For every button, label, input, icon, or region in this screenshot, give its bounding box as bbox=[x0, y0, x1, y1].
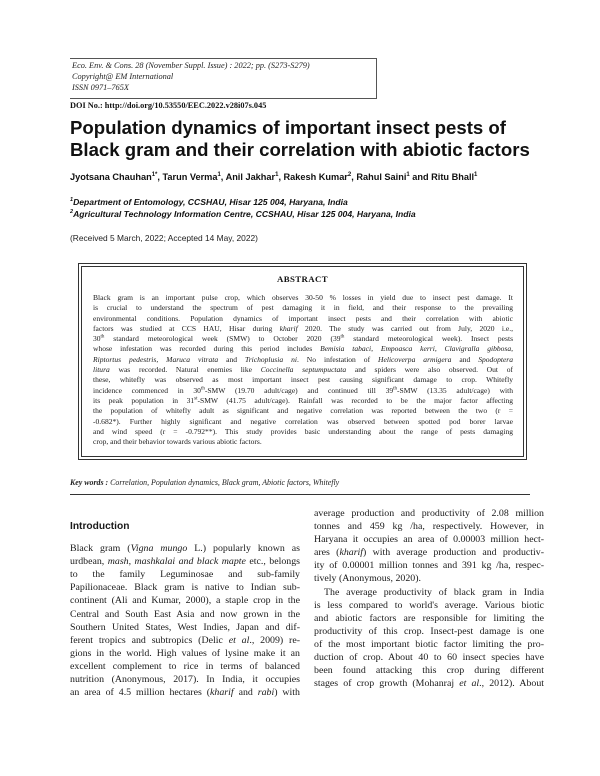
author: Jyotsana Chauhan bbox=[70, 172, 152, 183]
author: Rahul Saini bbox=[356, 172, 407, 183]
author: Tarun Verma bbox=[162, 172, 218, 183]
abstract-text: Black gram is an important pulse crop, which observes 30-50 % losses in yield due to insect pest damage. It is crucial to understand the spectrum of pest damaging it in field, and their response to the prevailing environmental conditions. Population dynamics of important insect pests and their correlation with abiotic factors was studied at CCS HAU, Hisar during kharif 2020. The study was carried out from July, 2020 i.e., 30th standard meteorological week (SMW) to October 2020 (39th standard meteorological week). Insect pests whose infestation was recorded during this period includes Bemisia tabaci, Empoasca kerri, Clavigralla gibbosa, Riptortus pedestris, Maruca vitrata and Trichoplusia ni. No infestation of Helicoverpa armigera and Spodoptera litura was recorded. Natural enemies like Coccinella septumpuctata and spiders were also observed. Out of these, whitefly was observed as most important insect pest causing significant damage to crop. Whitefly incidence commenced in 30th-SMW (19.70 adult/cage) and continued till 39th-SMW (13.35 adult/cage) with its peak population in 31st-SMW (41.75 adult/cage). Rainfall was recorded to be the major factor affecting the population of whitefly adult as significant and negative correlation was reported between the two (r = -0.682*). Further highly significant and negative correlation was observed between spotted pod borer larvae and wind speed (r = -0.792**). This study provides basic understanding about the range of pests damaging crop, and their behavior towards various abiotic factors. bbox=[93, 293, 514, 447]
body-column-left bbox=[70, 520, 300, 699]
body-column-right bbox=[314, 507, 544, 690]
abstract-box bbox=[78, 263, 527, 460]
doi-link[interactable]: DOI No.: http://doi.org/10.53550/EEC.2022.v28i07s.045 bbox=[70, 101, 267, 110]
keywords bbox=[70, 478, 339, 487]
author-sup: 1 bbox=[217, 172, 221, 178]
title-line-2: Black gram and their correlation with abiotic factors bbox=[70, 139, 530, 160]
received-dates: (Received 5 March, 2022; Accepted 14 May, 2022) bbox=[70, 233, 258, 243]
affiliation-2: $^2$Agricultural Technology Information Centre, CCSHAU, Hisar 125 004, Haryana, India bbox=[70, 209, 416, 219]
author-sep: , bbox=[220, 172, 226, 183]
author-sup: 1* bbox=[151, 172, 158, 178]
journal-citation-box bbox=[70, 58, 377, 99]
divider-rule bbox=[70, 494, 530, 495]
body-paragraph: Black gram (Vigna mungo L.) popularly known as urdbean, mash, mashkalai and black mapte etc., belongs to the family Leguminosae and sub-family Papilionaceae. Black gram is native to Indian sub- continent (Ali and Kumar, 2000), a staple crop in the Central and South East Asia and now grown in the Southern United States, West Indies, Japan and dif- ferent tropics and subtropics (Delic et al., 2009) re- gions in the world. High values of lysine make it an excellent complement to rice in terms of balanced nutrition (Anonymous, 2017). In India, it occupies an area of 4.5 million hectares (kharif and rabi) with bbox=[70, 543, 300, 699]
affiliation-1: $^1$Department of Entomology, CCSHAU, Hisar 125 004, Haryana, India bbox=[70, 197, 348, 207]
author-sup: 2 bbox=[347, 172, 352, 178]
title-line-1: Population dynamics of important insect pests of bbox=[70, 117, 506, 138]
author: Anil Jakhar bbox=[225, 172, 276, 183]
author: Ritu Bhall bbox=[431, 172, 475, 183]
body-paragraph: average production and productivity of 2.08 million tonnes and 459 kg /ha, respectively. However, in Haryana it occupies an area of 0.00003 million hect- ares (kharif) with average production and productiv- ity of 0.00001 million tonnes and 391 kg /ha, respec- tively (Anonymous, 2020). bbox=[314, 508, 544, 585]
author-sep: , bbox=[278, 172, 284, 183]
section-heading-introduction: Introduction bbox=[70, 521, 130, 532]
journal-line-1: Eco. Env. & Cons. 28 (November Suppl. Issue) : 2022; pp. (S273-S279) bbox=[72, 61, 310, 70]
abstract-heading: ABSTRACT bbox=[276, 274, 329, 284]
body-paragraph: The average productivity of black gram in India is less compared to world's average. Various biotic and abiotic factors are responsible for limiting the productivity of this crop. Insect-pest damage is one of the most important biotic factor limiting the pro- duction of crop. About 40 to 60 insect species have been found attacking this crop during different stages of crop growth (Mohanraj et al., 2012). About bbox=[314, 586, 545, 690]
keywords-label: Key words : bbox=[70, 478, 109, 487]
journal-line-3: ISSN 0971–765X bbox=[72, 83, 129, 92]
author-sep: and bbox=[409, 172, 432, 183]
author-sup: 1 bbox=[474, 172, 478, 178]
paper-title bbox=[70, 117, 540, 161]
author-sep: , bbox=[351, 172, 357, 183]
author-list bbox=[70, 172, 477, 182]
author-sup: 1 bbox=[406, 172, 410, 178]
keywords-list: Correlation, Population dynamics, Black gram, Abiotic factors, Whitefly bbox=[110, 478, 340, 487]
author: Rakesh Kumar bbox=[283, 172, 348, 183]
author-sep: , bbox=[157, 172, 163, 183]
journal-line-2: Copyright@ EM International bbox=[72, 72, 174, 81]
author-sup: 1 bbox=[275, 172, 279, 178]
